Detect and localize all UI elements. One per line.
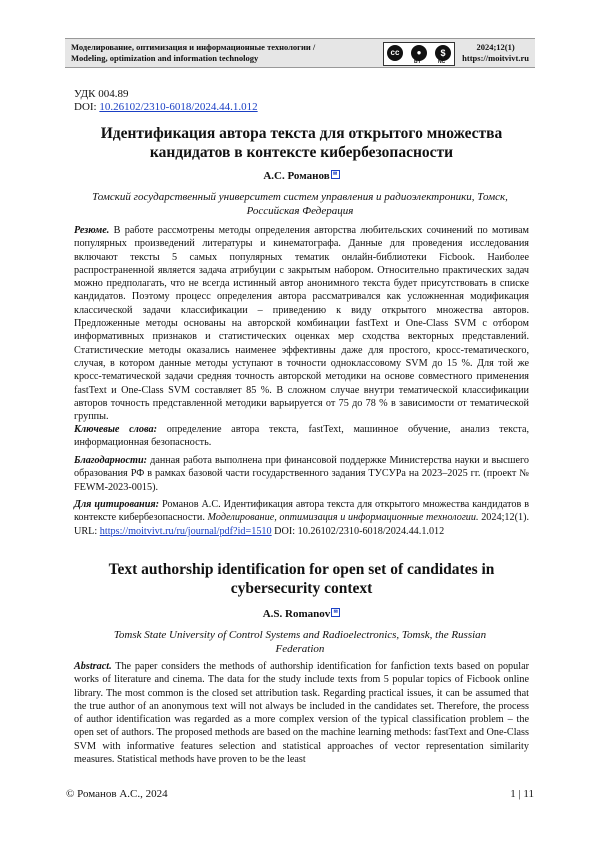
- abstract-en-text: The paper considers the methods of authorship identification for fanfiction texts based on popular works of literature and cinema. The data for the study include texts from 5 popular topics of Ficbook online library. The most common is the closed set attribution task. Regarding practical issues, it can be assumed that the true author of an anonymous text will not always be included in the candidates set. Therefore, the process of author identification was regarded as a more complex version of the typical classification problem – the open set of authors. The proposed methods are based on the machine learning methods: fastText and One-Class SVM with informative features selection and statistical approaches of vector representation similarity measures. Statistical methods have proven to be the least: [74, 661, 529, 766]
- journal-site[interactable]: https://moitvivt.ru: [462, 53, 529, 63]
- cc-license-badge[interactable]: [383, 42, 455, 66]
- ack-text: данная работа выполнена при финансовой поддержке Министерства науки и высшего образования РФ в рамках базовой части государственного задания ТУСУРа на 2023–2025 гг. (проект № FEWM-2023-0015).: [74, 455, 529, 493]
- title-ru: Идентификация автора текста для открытого множества кандидатов в контексте кибербезопасности: [100, 125, 503, 161]
- cite-main: Романов А.С. Идентификация автора текста для открытого множества кандидатов в контексте кибербезопасности.: [74, 499, 530, 524]
- author-en-name: A.S. Romanov: [262, 608, 331, 620]
- cite-url[interactable]: https://moitvivt.ru/ru/journal/pdf?id=1510: [99, 525, 272, 537]
- orcid-icon[interactable]: ✉: [331, 170, 340, 179]
- acknowledgements: [74, 454, 529, 494]
- page-number: 1 | 11: [510, 788, 534, 800]
- by-person-icon: ●: [411, 45, 427, 61]
- cc-icon: cc: [387, 45, 403, 61]
- journal-name: [71, 42, 371, 64]
- abstract-ru-text: В работе рассмотрены методы определения авторства любительских сочинений по мотивам популярных произведений литературы и кинематографа. Данные для проведения исследования включают тексты 5 самых популярных тематик онлайн-библиотеки Ficbook. Наиболее распространенной является задача атрибуции с закрытым набором. Относительно практических задач можно предполагать, что не всегда истинный автор анонимного текста будет присутствовать в списке кандидатов. Поэтому процесс определения автора рассматривался как усложненная модификация классической задачи классификации – приведению к виду открытого множества авторов. Предложенные методы основаны на авторской комбинации fastText и One-Class SVM с отбором информативных признаков и статистических оценках мер сходства векторных представлений. Статистические методы оказались наименее эффективны даже для простого, кросс-тематического, случая, в котором данные методы уступают в точности одноклассовому SVM до 15 %. Для той же кросс-тематической задачи средняя точность авторской методики на основе совместного применения fastText и One-Class SVM составляет 85 %. В сложном случае внутри тематической классификации авторов точность представленной методики варьируется от 75 до 78 % в зависимости от тематической группы.: [74, 225, 530, 423]
- doi-link[interactable]: 10.26102/2310-6018/2024.44.1.012: [99, 101, 258, 113]
- abstract-ru: [74, 224, 529, 423]
- cite-doi: DOI: 10.26102/2310-6018/2024.44.1.012: [274, 525, 445, 537]
- ack-label: Благодарности:: [74, 455, 148, 466]
- author-ru: [74, 170, 529, 182]
- orcid-icon-en[interactable]: ✉: [331, 608, 340, 617]
- cc-by-label: BY: [414, 59, 421, 65]
- issue-number: 2024;12(1): [476, 42, 515, 52]
- citation: [74, 498, 529, 538]
- cite-journal: Моделирование, оптимизация и информационные технологии.: [207, 512, 479, 524]
- journal-issue-info: [462, 42, 529, 64]
- cite-label: Для цитирования:: [74, 499, 160, 510]
- doi-label: DOI:: [74, 101, 97, 113]
- abstract-en: [74, 660, 529, 766]
- copyright: © Романов А.С., 2024: [66, 788, 168, 800]
- cc-nc-label: NC: [438, 59, 446, 65]
- doi-line: [74, 101, 529, 114]
- journal-name-ru: Моделирование, оптимизация и информационные технологии /: [71, 42, 316, 52]
- affiliation-ru: Томский государственный университет систем управления и радиоэлектроники, Томск, Российская Федерация: [92, 191, 508, 217]
- nc-dollar-icon: $: [435, 45, 451, 61]
- cite-issue: 2024;12(1). URL:: [74, 512, 530, 537]
- keywords-ru: [74, 423, 529, 450]
- journal-header: [65, 38, 535, 68]
- abstract-ru-label: Резюме.: [74, 225, 110, 236]
- keywords-text: определение автора текста, fastText, машинное обучение, анализ текста, информационная безопасность.: [74, 424, 530, 449]
- keywords-label: Ключевые слова:: [74, 424, 157, 435]
- journal-name-en: Modeling, optimization and information technology: [71, 53, 259, 63]
- affiliation-en: Tomsk State University of Control Systems and Radioelectronics, Tomsk, the Russian Federation: [113, 629, 487, 655]
- author-ru-name: А.С. Романов: [263, 170, 330, 182]
- udc-doi-block: [74, 88, 529, 114]
- udc: УДК 004.89: [74, 88, 129, 100]
- abstract-en-label: Abstract.: [74, 661, 112, 672]
- title-en: Text authorship identification for open set of candidates in cybersecurity context: [108, 561, 495, 597]
- author-en: [74, 608, 529, 620]
